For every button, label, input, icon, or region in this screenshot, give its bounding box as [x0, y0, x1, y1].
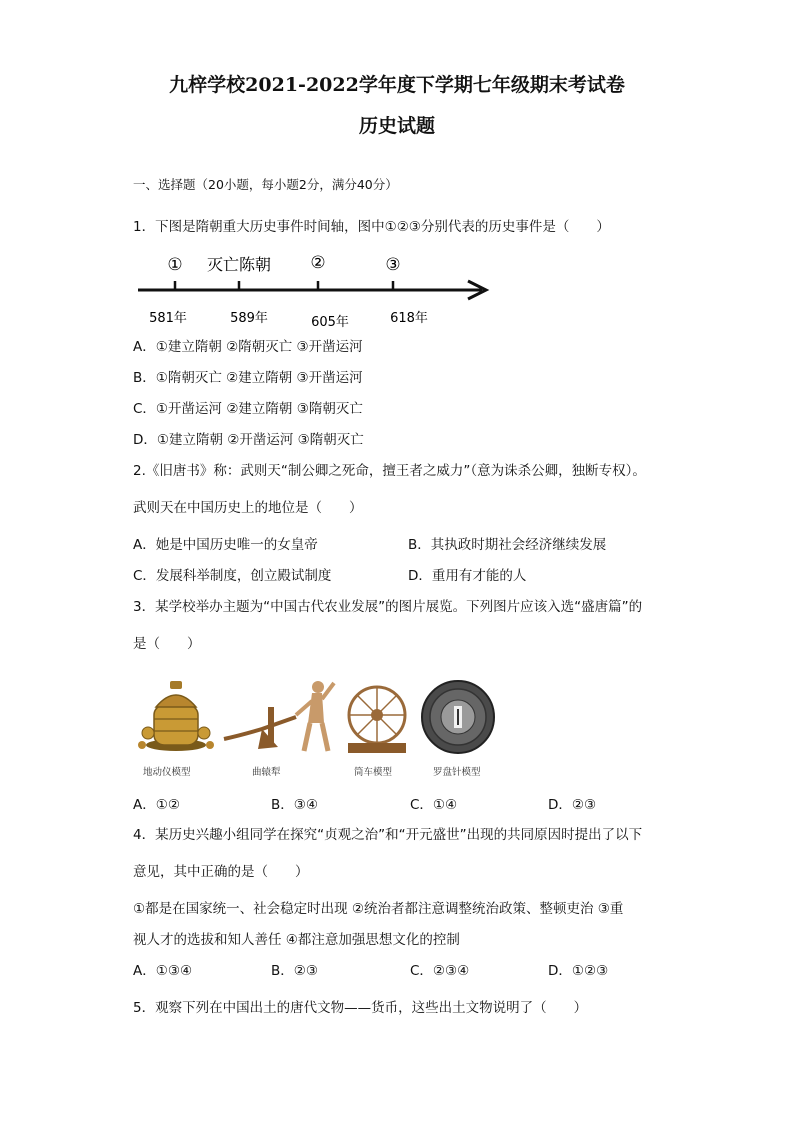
q1-stem: 1．下图是隋朝重大历史事件时间轴，图中①②③分别代表的历史事件是（ ）	[133, 219, 610, 235]
timeline-figure	[130, 248, 500, 338]
q2-option-d[interactable]: D．重用有才能的人	[408, 568, 527, 584]
q3-stem-line2: 是（ ）	[133, 636, 201, 652]
q1-option-c[interactable]: C．①开凿运河 ②建立隋朝 ③隋朝灭亡	[133, 401, 363, 417]
q4-statements-line1: ①都是在国家统一、社会稳定时出现 ②统治者都注意调整统治政策、整顿吏治 ③重	[133, 901, 624, 917]
q2-stem-line1: 2.《旧唐书》称：武则天“制公卿之死命，擅王者之威力”（意为诛杀公卿，独断专权）。	[133, 463, 646, 479]
caption-curved-plough: 曲辕犁	[252, 767, 281, 778]
q1-option-d[interactable]: D．①建立隋朝 ②开凿运河 ③隋朝灭亡	[133, 432, 364, 448]
q2-option-b[interactable]: B．其执政时期社会经济继续发展	[408, 537, 607, 553]
q3-option-c[interactable]: C．①④	[410, 797, 458, 813]
q4-option-c[interactable]: C．②③④	[410, 963, 470, 979]
q1-option-b[interactable]: B．①隋朝灭亡 ②建立隋朝 ③开凿运河	[133, 370, 363, 386]
q4-stem-line2: 意见，其中正确的是（ ）	[133, 864, 309, 880]
caption-seismograph: 地动仪模型	[143, 767, 191, 778]
q4-stem-line1: 4．某历史兴趣小组同学在探究“贞观之治”和“开元盛世”出现的共同原因时提出了以下	[133, 827, 643, 843]
caption-compass: 罗盘针模型	[433, 767, 481, 778]
q1-option-a[interactable]: A．①建立隋朝 ②隋朝灭亡 ③开凿运河	[133, 339, 363, 355]
timeline-year-589: 589年	[230, 311, 268, 326]
exam-subtitle: 历史试题	[358, 115, 435, 137]
waterwheel-image	[344, 681, 410, 757]
timeline-year-581: 581年	[149, 311, 187, 326]
q5-stem: 5．观察下列在中国出土的唐代文物——货币，这些出土文物说明了（ ）	[133, 1000, 588, 1016]
q2-option-a[interactable]: A．她是中国历史唯一的女皇帝	[133, 537, 318, 553]
q3-option-a[interactable]: A．①②	[133, 797, 180, 813]
q2-option-c[interactable]: C．发展科举制度，创立殿试制度	[133, 568, 332, 584]
timeline-marker-3: ③	[385, 255, 401, 275]
timeline-marker-chen: 灭亡陈朝	[206, 255, 272, 274]
q2-stem-line2: 武则天在中国历史上的地位是（ ）	[133, 500, 363, 516]
q3-option-d[interactable]: D．②③	[548, 797, 597, 813]
curved-plough-image	[222, 677, 340, 759]
exam-title: 九梓学校2021-2022学年度下学期七年级期末考试卷	[169, 74, 625, 96]
q3-stem-line1: 3．某学校举办主题为“中国古代农业发展”的图片展览。下列图片应该入选“盛唐篇”的	[133, 599, 643, 615]
q4-option-b[interactable]: B．②③	[271, 963, 318, 979]
seismograph-image	[136, 675, 216, 757]
timeline-marker-1: ①	[167, 255, 183, 275]
section-heading: 一、选择题（20小题，每小题2分，满分40分）	[133, 177, 398, 192]
q4-option-d[interactable]: D．①②③	[548, 963, 609, 979]
q3-option-b[interactable]: B．③④	[271, 797, 318, 813]
timeline-marker-2: ②	[310, 253, 326, 273]
compass-image	[420, 679, 496, 755]
caption-waterwheel: 筒车模型	[354, 767, 393, 778]
q4-option-a[interactable]: A．①③④	[133, 963, 193, 979]
q4-statements-line2: 视人才的选拔和知人善任 ④都注意加强思想文化的控制	[133, 932, 460, 948]
timeline-year-605: 605年	[311, 315, 349, 330]
timeline-year-618: 618年	[390, 311, 428, 326]
